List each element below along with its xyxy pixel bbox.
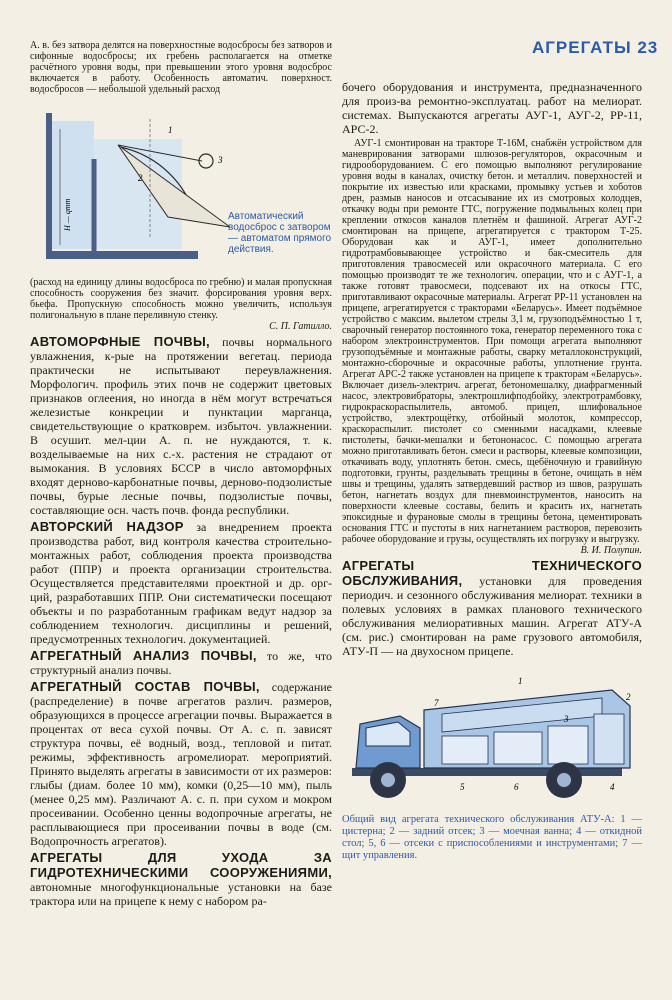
entry-aggregate-composition: [30, 679, 332, 848]
right-column: [342, 80, 642, 862]
fig2-label-4: 4: [610, 782, 615, 792]
fig1-label-3: 3: [218, 155, 223, 165]
spillway-caption: Автоматический водосброс с затвором — автоматом прямого действия.: [228, 211, 332, 255]
entry-hydro-maintenance-head: АГРЕГАТЫ ДЛЯ УХОДА ЗА ГИДРОТЕХНИЧЕСКИМИ СООРУЖЕНИЯМИ,: [30, 850, 332, 880]
wash-tub: [548, 726, 588, 764]
continuation-text: (расход на единицу длины водосброса по гребню) и малая пропускная способность сооружения без значит. форсирования уровня верх. бьефа. Пропускную способность можно увеличить, используя полигональную в плане переливную стенку.: [30, 277, 332, 321]
entry-hydro-maintenance: [30, 850, 332, 908]
truck-drawing: [342, 670, 642, 810]
compartment-5: [442, 736, 488, 764]
entry-tech-service-head: АГРЕГАТЫ ТЕХНИЧЕСКОГО ОБСЛУЖИВАНИЯ,: [342, 558, 642, 588]
fig2-label-3: 3: [564, 714, 569, 724]
author-signature-2: В. И. Полупин.: [580, 545, 642, 556]
fig1-label-h: H — qmm: [63, 198, 72, 231]
intro-text: А. в. без затвора делятся на поверхностные водосбросы без затворов и сифонные водосбросы; их гребень располагается на отметке расчётного уровня воды, при превышении этого уровня водосброс включается в работу. Особенность автоматич. поверхност. водосбросов — небольшой удельный расход: [30, 40, 332, 95]
entry-aggregate-analysis-text: то же, что структурный анализ почвы.: [30, 649, 332, 677]
fig2-label-6: 6: [514, 782, 519, 792]
truck-caption: Общий вид агрегата технического обслуживания АТУ-А: 1 — цистерна; 2 — задний отсек; 3 — моечная ванна; 4 — откидной стол; 5, 6 — отсеки с приспособлениями и инструментами; 7 — щит управления.: [342, 814, 642, 861]
entry-aggregate-composition-head: АГРЕГАТНЫЙ СОСТАВ ПОЧВЫ,: [30, 679, 260, 694]
left-column: [30, 40, 332, 908]
entry-author-supervision: [30, 519, 332, 646]
entry-tech-service: [342, 558, 642, 658]
entry-automorph: [30, 334, 332, 517]
truck-figure: [342, 670, 642, 810]
compartment-6: [494, 732, 542, 764]
entry-hydro-maintenance-text: автономные многофункциональные установки на базе трактора или на прицепе к нему с набором ра-: [30, 880, 332, 908]
rear-wheel-hub: [557, 773, 571, 787]
spillway-figure: [30, 99, 332, 271]
fig2-label-7: 7: [434, 698, 439, 708]
right-para-2: АУГ-1 смонтирован на тракторе Т-16М, снабжён устройством для маневрирования затворами шлюзов-регуляторов, окрасочным и гидрооборудованием. С его помощью выполняют регулирование уровня воды в каналах, очистку бетон. и металлич. поверхностей и покрытие их известью или красками, промывку устьев и хоботов дрен, размыв наносов и отсасывание их из смотровых колодцев, откачку воды при ремонте ГТС, погружение подмыльных колец при креплении откосов каналов плетнём и фашиной. Агрегат АУГ-2 смонтирован на прицепе, агрегатируется с трактором Т-25. Оборудован как и АУГ-1, имеет дополнительно гидротрамбовывающее устройство и бак-смеситель для приготовления травосмесей или окрасочного материала. С его помощью производят те же технологич. операции, что и с АУГ-1, а также готовят травосмеси, подсевают их на откосы ГТС, приготавливают окрасочные материалы. Агрегат РР-11 установлен на прицепе, агрегатируется с тракторами «Беларусь». Имеет подъёмное устройство с максим. вылетом стрелы 3,1 м, грузоподъёмностью 1 т, сварочный генератор постоянного тока, генератор переменного тока с набором электроинструментов. При помощи агрегата выполняют грузоподъёмные и монтажные работы, сварку металлоконструкций, монтажно-сборочные и окрасочные работы, уплотнение грунта. Агрегат АРС-2 также установлен на прицепе к тракторам «Беларусь». Включает дизель-электрич. агрегат, бетономешалку, диафрагменный насос, электровибраторы, электрошлифподбойку, электротрамбовку, гидрокраскораспылитель, автомоб. прицеп, шлифовальное устройство, электрощётку, отбойный молоток, компрессор, краскораспылит. пистолет со сменными насадками, клеевые пистолеты, бачки-мешалки и бетононасос. С помощью агрегата можно приготавливать бетон. смеси и растворы, клеевые композиции, откачивать воду, уплотнять бетон. смесь, щебёночную и гравийную подготовки, грунты, разделывать трещины в бетоне, очищать в нём швы и трещины, удалять затвердевший раствор из швов, разрушать бетон, нагнетать воздух для пневмоинструментов, наносить на поверхности клеевые составы, белить и красить их, нагнетать эпоксидные и фурановые смолы в трещины бетона, цементировать основания ГТС и пустоты в них нагнетанием растворов, перевозить рабочее оборудование и грузы, осуществлять их погрузку и выгрузку.: [342, 138, 642, 545]
fig2-label-5: 5: [460, 782, 465, 792]
entry-author-supervision-head: АВТОРСКИЙ НАДЗОР: [30, 519, 184, 534]
right-para-1: бочего оборудования и инструмента, предназначенного для произ-ва ремонтно-эксплуатац. работ на мелиорат. системах. Выпускаются агрегаты АУГ-1, АУГ-2, РР-11, АРС-2.: [342, 80, 642, 136]
front-wheel-hub: [381, 773, 395, 787]
entry-author-supervision-text: за внедрением проекта производства работ, вид контроля качества строительно-монтажных работ, соблюдения проекта производства работ (ППР) и проекта организации строительства. Осуществляется представителями проектной и др. орг-ций, разработавших ППР. Они систематически посещают объекты и по разработанным графикам ведут надзор за соблюдением технологич. дисциплины и решений, предусмотренных технологич. документацией.: [30, 520, 332, 646]
rear-compartment: [594, 714, 624, 764]
fig2-label-2: 2: [626, 692, 631, 702]
author-signature-1: С. П. Гатилло.: [269, 321, 332, 332]
entry-aggregate-analysis: [30, 648, 332, 677]
running-head: АГРЕГАТЫ 23: [532, 38, 659, 57]
fig1-label-1: 1: [168, 125, 173, 135]
water-area: [52, 121, 94, 249]
entry-aggregate-analysis-head: АГРЕГАТНЫЙ АНАЛИЗ ПОЧВЫ,: [30, 648, 257, 663]
fig2-label-1: 1: [518, 676, 523, 686]
entry-automorph-text: почвы нормального увлажнения, к-рые на протяжении вегетац. периода практически не испытывают переувлажнения. Морфологич. профиль этих почв не содержит цветовых признаков оглеения, но иногда в нём могут встречаться железистые конкреции и пунктации марганца, свидетельствующие о кратковрем. избыточ. увлажнении. В осушит. мел-ции А. п. не нуждаются, т. к. возделываемые на них с.-х. растения не страдают от вымокания. В условиях БССР в число автоморфных входят дерново-карбонатные почвы, дерново-подзолистые почвы, бурые лесные почвы, подзолистые почвы, составляющие осн. часть почв. фонда республики.: [30, 335, 332, 517]
entry-tech-service-text: установки для проведения периодич. и сезонного обслуживания мелиорат. техники в полевых условиях в рамках планового технического обслуживания мелиоративных машин. Агрегат АТУ-А (см. рис.) смонтирован на раме грузового автомобиля, АТУ-П — на двухосном прицепе.: [342, 574, 642, 658]
fig1-label-2: 2: [138, 173, 143, 183]
entry-aggregate-composition-text: содержание (распределение) в почве агрегатов различ. размеров, образующихся в процессе агрегации почвы. Выражается в процентах от веса сухой почвы. От А. с. п. зависят структура почвы, её водный, возд., тепловой и питат. режимы, эффективность агромелиорат. мероприятий. Принято выделять агрегаты в зависимости от их размеров: глыбы (диам. более 10 мм), комки (0,25—10 мм), пыль (менее 0,25 мм). Различают А. с. п. при сухом и мокром просеивании. Особенно ценны водопрочные агрегаты, не расплывающиеся при просеивании почвы в воде (см. Водопрочность агрегатов).: [30, 680, 333, 848]
entry-automorph-head: АВТОМОРФНЫЕ ПОЧВЫ,: [30, 334, 210, 349]
